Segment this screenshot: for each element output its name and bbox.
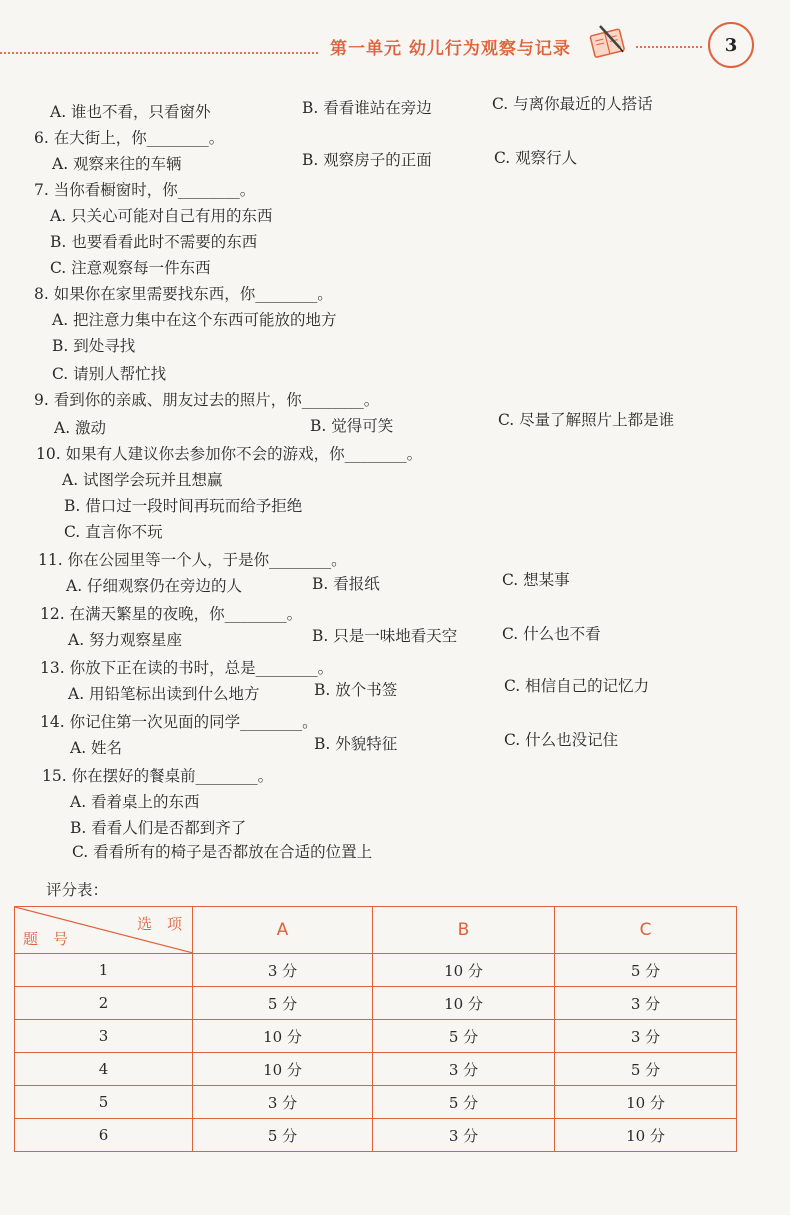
score-a: 3 分 bbox=[193, 1086, 373, 1119]
question-number: 1 bbox=[15, 954, 193, 987]
score-b: 5 分 bbox=[373, 1086, 555, 1119]
question-9-option-c: C. 尽量了解照片上都是谁 bbox=[498, 411, 675, 429]
question-14-option-b: B. 外貌特征 bbox=[314, 735, 398, 753]
table-row bbox=[15, 1020, 737, 1053]
question-13: 13. 你放下正在读的书时，总是________。 bbox=[40, 659, 334, 677]
score-b: 10 分 bbox=[373, 987, 555, 1020]
score-c: 5 分 bbox=[555, 1053, 737, 1086]
question-6-option-a: A. 观察来往的车辆 bbox=[52, 155, 182, 173]
question-15-option-c: C. 看看所有的椅子是否都放在合适的位置上 bbox=[72, 843, 373, 861]
score-a: 5 分 bbox=[193, 1119, 373, 1152]
question-5-option-b: B. 看看谁站在旁边 bbox=[302, 99, 432, 117]
question-6-option-b: B. 观察房子的正面 bbox=[302, 151, 432, 169]
question-13-option-b: B. 放个书签 bbox=[314, 681, 398, 699]
question-9-option-a: A. 激动 bbox=[54, 419, 107, 437]
question-7-option-b: B. 也要看看此时不需要的东西 bbox=[50, 233, 258, 251]
column-header-b: B bbox=[373, 907, 555, 954]
score-a: 10 分 bbox=[193, 1053, 373, 1086]
table-row bbox=[15, 1053, 737, 1086]
question-10: 10. 如果有人建议你去参加你不会的游戏，你________。 bbox=[36, 445, 423, 463]
score-b: 3 分 bbox=[373, 1119, 555, 1152]
question-number: 6 bbox=[15, 1119, 193, 1152]
question-14: 14. 你记住第一次见面的同学________。 bbox=[40, 713, 318, 731]
score-table-label: 评分表： bbox=[46, 881, 109, 899]
question-6-option-c: C. 观察行人 bbox=[494, 149, 578, 167]
question-10-option-b: B. 借口过一段时间再玩而给予拒绝 bbox=[64, 497, 303, 515]
question-8-option-a: A. 把注意力集中在这个东西可能放的地方 bbox=[52, 311, 337, 329]
question-number: 5 bbox=[15, 1086, 193, 1119]
question-14-option-c: C. 什么也没记住 bbox=[504, 731, 619, 749]
question-11: 11. 你在公园里等一个人，于是你________。 bbox=[38, 551, 347, 569]
score-b: 10 分 bbox=[373, 954, 555, 987]
header-dotted-rule-right bbox=[636, 46, 702, 48]
score-c: 3 分 bbox=[555, 987, 737, 1020]
question-10-option-a: A. 试图学会玩并且想赢 bbox=[62, 471, 223, 489]
score-table bbox=[14, 906, 737, 1152]
question-5-option-c: C. 与离你最近的人搭话 bbox=[492, 95, 653, 113]
question-12-option-b: B. 只是一味地看天空 bbox=[312, 627, 458, 645]
score-c: 3 分 bbox=[555, 1020, 737, 1053]
question-9: 9. 看到你的亲戚、朋友过去的照片，你________。 bbox=[34, 391, 380, 409]
question-9-option-b: B. 觉得可笑 bbox=[310, 417, 394, 435]
score-a: 3 分 bbox=[193, 954, 373, 987]
question-12: 12. 在满天繁星的夜晚，你________。 bbox=[40, 605, 303, 623]
column-header-a: A bbox=[193, 907, 373, 954]
question-axis-label: 题 号 bbox=[23, 930, 69, 948]
question-7-option-a: A. 只关心可能对自己有用的东西 bbox=[50, 207, 273, 225]
score-a: 5 分 bbox=[193, 987, 373, 1020]
question-10-option-c: C. 直言你不玩 bbox=[64, 523, 163, 541]
question-7-option-c: C. 注意观察每一件东西 bbox=[50, 259, 211, 277]
unit-title: 第一单元 幼儿行为观察与记录 bbox=[330, 39, 571, 59]
question-5-option-a: A. 谁也不看，只看窗外 bbox=[50, 103, 211, 121]
question-number: 3 bbox=[15, 1020, 193, 1053]
question-8-option-b: B. 到处寻找 bbox=[52, 337, 136, 355]
page-header bbox=[0, 0, 790, 80]
question-15-option-b: B. 看看人们是否都到齐了 bbox=[70, 819, 247, 837]
table-row bbox=[15, 1119, 737, 1152]
question-15: 15. 你在摆好的餐桌前________。 bbox=[42, 767, 274, 785]
question-11-option-c: C. 想某事 bbox=[502, 571, 570, 589]
question-8: 8. 如果你在家里需要找东西，你________。 bbox=[34, 285, 333, 303]
question-number: 2 bbox=[15, 987, 193, 1020]
question-number: 4 bbox=[15, 1053, 193, 1086]
question-8-option-c: C. 请别人帮忙找 bbox=[52, 365, 167, 383]
table-row bbox=[15, 954, 737, 987]
score-c: 10 分 bbox=[555, 1119, 737, 1152]
column-header-c: C bbox=[555, 907, 737, 954]
question-12-option-a: A. 努力观察星座 bbox=[68, 631, 183, 649]
question-13-option-c: C. 相信自己的记忆力 bbox=[504, 677, 650, 695]
score-c: 10 分 bbox=[555, 1086, 737, 1119]
question-11-option-a: A. 仔细观察仍在旁边的人 bbox=[66, 577, 243, 595]
score-a: 10 分 bbox=[193, 1020, 373, 1053]
table-row bbox=[15, 1086, 737, 1119]
score-b: 5 分 bbox=[373, 1020, 555, 1053]
option-axis-label: 选 项 bbox=[136, 915, 182, 933]
score-table-corner-cell bbox=[15, 907, 193, 954]
question-15-option-a: A. 看着桌上的东西 bbox=[70, 793, 200, 811]
question-7: 7. 当你看橱窗时，你________。 bbox=[34, 181, 256, 199]
page-number: 3 bbox=[708, 22, 754, 68]
question-12-option-c: C. 什么也不看 bbox=[502, 625, 601, 643]
question-14-option-a: A. 姓名 bbox=[70, 739, 123, 757]
table-row bbox=[15, 987, 737, 1020]
score-table-header-row bbox=[15, 907, 737, 954]
score-c: 5 分 bbox=[555, 954, 737, 987]
header-dotted-rule-left bbox=[0, 52, 318, 54]
book-pencil-icon bbox=[586, 22, 630, 62]
question-6: 6. 在大街上，你________。 bbox=[34, 129, 225, 147]
score-b: 3 分 bbox=[373, 1053, 555, 1086]
question-13-option-a: A. 用铅笔标出读到什么地方 bbox=[68, 685, 260, 703]
question-11-option-b: B. 看报纸 bbox=[312, 575, 380, 593]
